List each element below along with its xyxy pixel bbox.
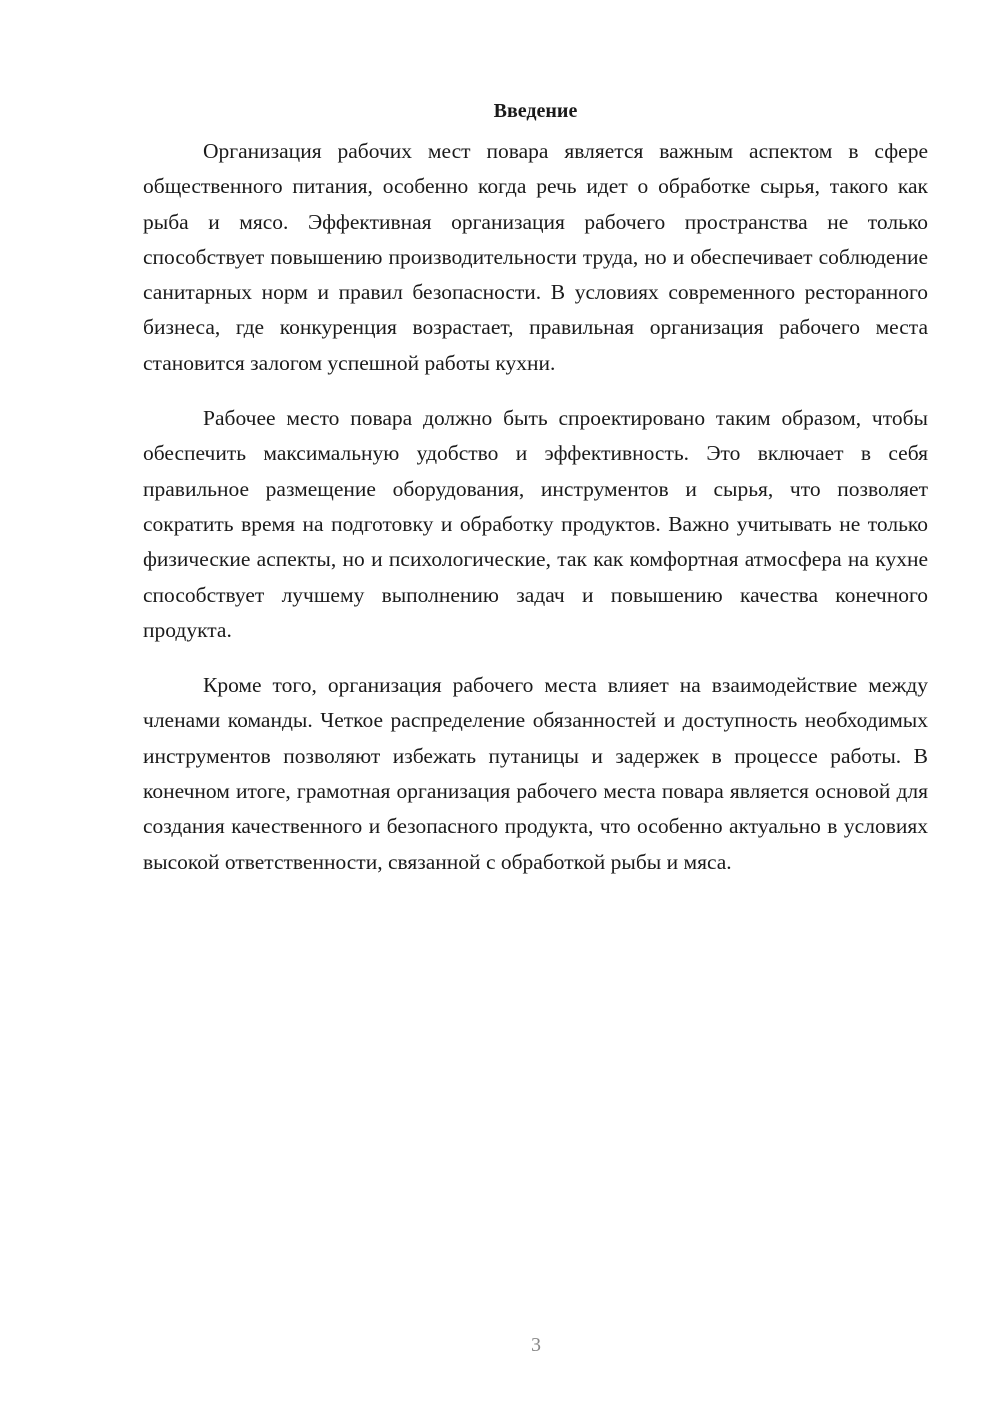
page-number: 3 [531,1334,541,1356]
page-content [143,94,928,900]
section-title: Введение [493,100,578,122]
paragraph-2: Рабочее место повара должно быть спроектировано таким образом, чтобы обеспечить максимальную удобство и эффективность. Это включает в себя правильное размещение оборудования, инструментов и сырья, что позволяет сократить время на подготовку и обработку продуктов. Важно учитывать не только физические аспекты, но и психологические, так как комфортная атмосфера на кухне способствует лучшему выполнению задач и повышению качества конечного продукта. [143,406,928,642]
paragraph-3: Кроме того, организация рабочего места влияет на взаимодействие между членами команды. Четкое распределение обязанностей и доступность необходимых инструментов позволяют избежать путаницы и задержек в процессе работы. В конечном итоге, грамотная организация рабочего места повара является основой для создания качественного и безопасного продукта, что особенно актуально в условиях высокой ответственности, связанной с обработкой рыбы и мяса. [143,673,928,874]
paragraph-1: Организация рабочих мест повара является важным аспектом в сфере общественного питания, особенно когда речь идет о обработке сырья, такого как рыба и мясо. Эффективная организация рабочего пространства не только способствует повышению производительности труда, но и обеспечивает соблюдение санитарных норм и правил безопасности. В условиях современного ресторанного бизнеса, где конкуренция возрастает, правильная организация рабочего места становится залогом успешной работы кухни. [143,139,928,375]
